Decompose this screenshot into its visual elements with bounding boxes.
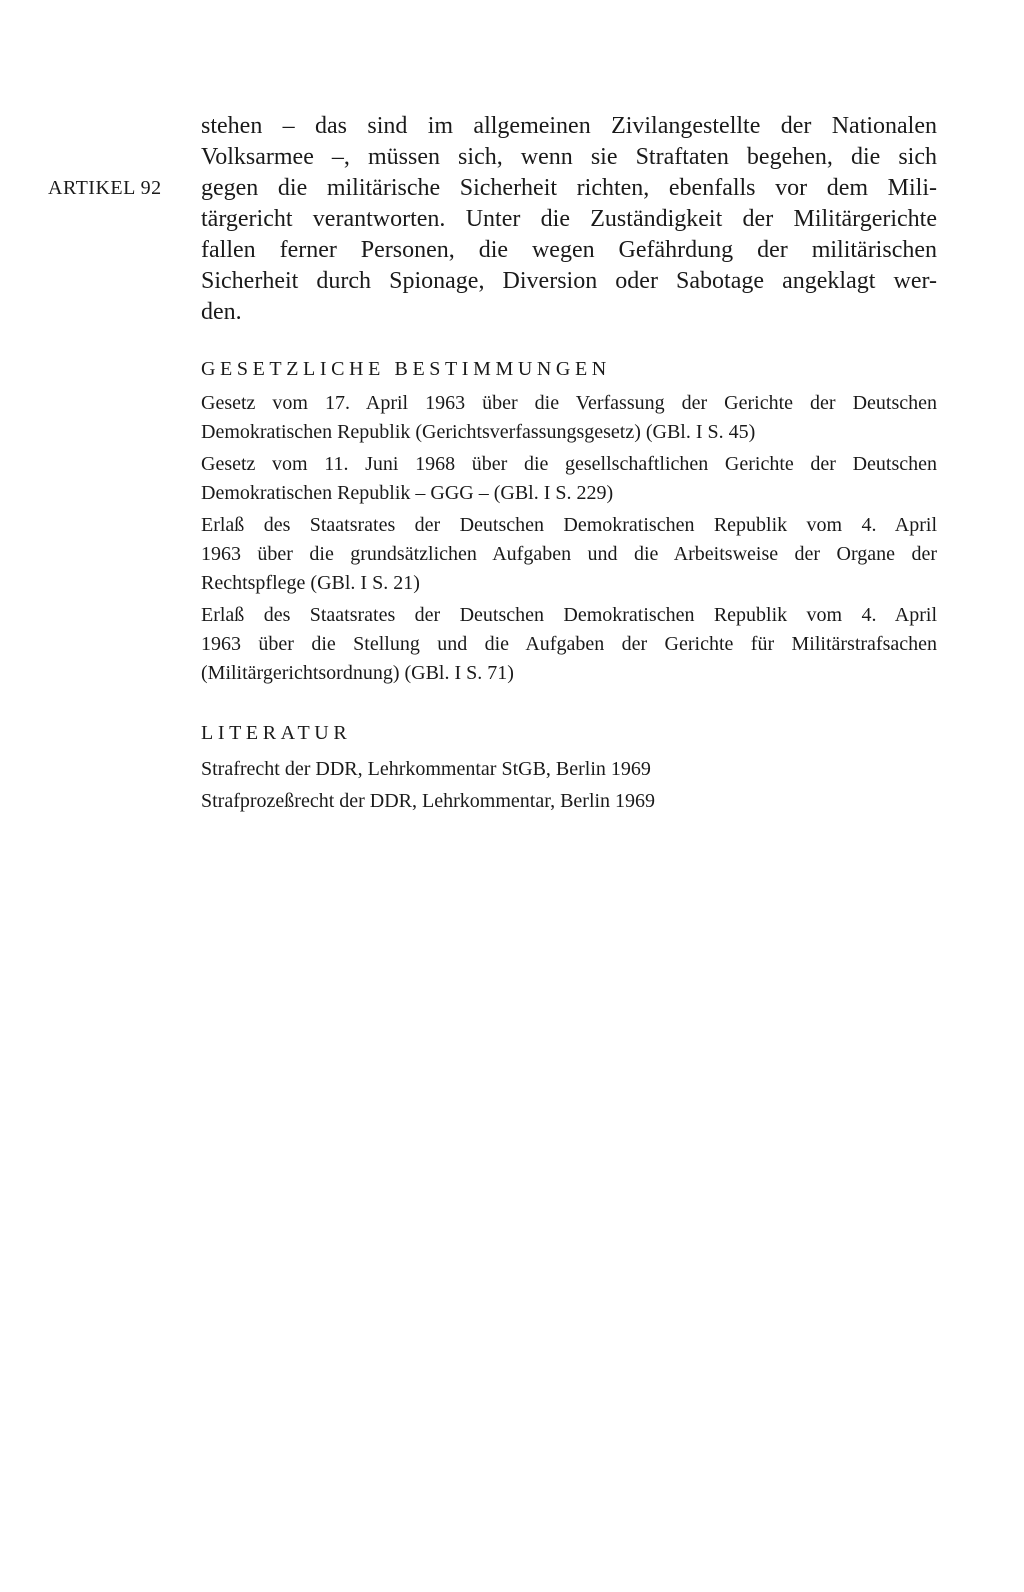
- law-entry-line: Gesetz vom 17. April 1963 über die Verfassung der Gerichte der Deutschen: [201, 392, 937, 414]
- article-margin-label: ARTIKEL 92: [48, 177, 162, 199]
- body-line: stehen – das sind im allgemeinen Zivilangestellte der Nationalen: [201, 113, 937, 139]
- law-entry-line: (Militärgerichtsordnung) (GBl. I S. 71): [201, 662, 514, 684]
- literature-list: [201, 755, 937, 819]
- body-line: fallen ferner Personen, die wegen Gefährdung der militärischen: [201, 237, 937, 263]
- literature-entry-line: Strafrecht der DDR, Lehrkommentar StGB, Berlin 1969: [201, 758, 651, 780]
- law-entry-line: Gesetz vom 11. Juni 1968 über die gesellschaftlichen Gerichte der Deutschen: [201, 453, 937, 475]
- law-entry-line: 1963 über die Stellung und die Aufgaben der Gerichte für Militärstrafsachen: [201, 633, 937, 655]
- law-entry: [201, 601, 937, 688]
- body-line: den.: [201, 299, 242, 325]
- literature-section-heading: LITERATUR: [201, 722, 352, 744]
- literature-entry: [201, 787, 937, 816]
- law-entry-line: Erlaß des Staatsrates der Deutschen Demokratischen Republik vom 4. April: [201, 514, 937, 536]
- body-line: Sicherheit durch Spionage, Diversion oder Sabotage angeklagt wer-: [201, 268, 937, 294]
- law-entry-line: 1963 über die grundsätzlichen Aufgaben und die Arbeitsweise der Organe der: [201, 543, 937, 565]
- body-line: gegen die militärische Sicherheit richten, ebenfalls vor dem Mili-: [201, 175, 937, 201]
- body-line: tärgericht verantworten. Unter die Zuständigkeit der Militärgerichte: [201, 206, 937, 232]
- law-entry: [201, 450, 937, 508]
- laws-section-heading: GESETZLICHE BESTIMMUNGEN: [201, 358, 611, 380]
- body-line: Volksarmee –, müssen sich, wenn sie Straftaten begehen, die sich: [201, 144, 937, 170]
- law-entry-line: Erlaß des Staatsrates der Deutschen Demokratischen Republik vom 4. April: [201, 604, 937, 626]
- article-body-paragraph: [201, 111, 937, 328]
- literature-entry: [201, 755, 937, 784]
- law-entry: [201, 511, 937, 598]
- law-entry-line: Demokratischen Republik – GGG – (GBl. I S. 229): [201, 482, 614, 504]
- law-entry-line: Demokratischen Republik (Gerichtsverfassungsgesetz) (GBl. I S. 45): [201, 421, 756, 443]
- law-entry: [201, 389, 937, 447]
- literature-entry-line: Strafprozeßrecht der DDR, Lehrkommentar, Berlin 1969: [201, 790, 656, 812]
- laws-list: [201, 389, 937, 691]
- law-entry-line: Rechtspflege (GBl. I S. 21): [201, 572, 420, 594]
